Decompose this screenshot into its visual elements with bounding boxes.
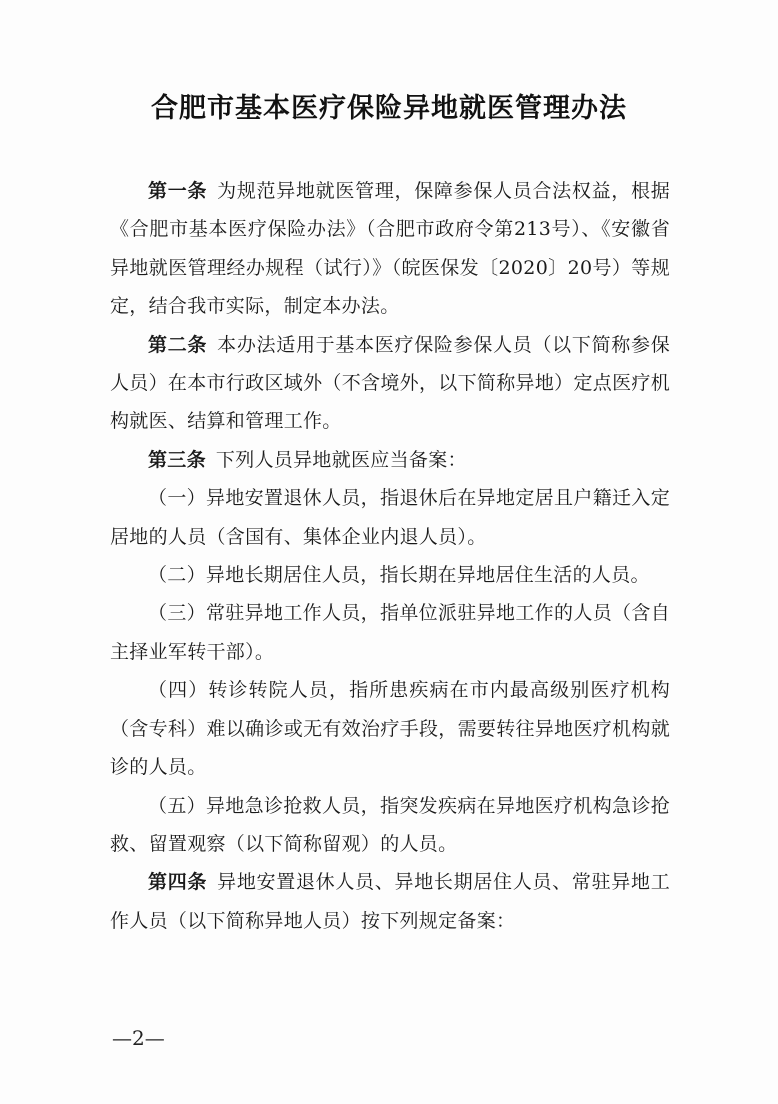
document-body [110,172,670,940]
article-text: 为规范异地就医管理，保障参保人员合法权益，根据《合肥市基本医疗保险办法》（合肥市政府令第213号）、《安徽省异地就医管理经办规程（试行）》（皖医保发〔2020〕20号）等规定，结合我市实际，制定本办法。 [110,180,670,318]
list-item-2 [110,556,670,594]
list-item-1 [110,479,670,556]
list-item-3 [110,594,670,671]
page-number: —2— [112,1026,165,1050]
article-heading: 第二条 [148,333,208,356]
article-heading: 第三条 [148,448,206,471]
list-item-text: （四）转诊转院人员，指所患疾病在市内最高级别医疗机构（含专科）难以确诊或无有效治疗手段，需要转往异地医疗机构就诊的人员。 [110,679,670,779]
list-item-text: （一）异地安置退休人员，指退休后在异地定居且户籍迁入定居地的人员（含国有、集体企业内退人员）。 [110,487,670,548]
article-text: 下列人员异地就医应当备案： [215,448,467,471]
article-text: 异地安置退休人员、异地长期居住人员、常驻异地工作人员（以下简称异地人员）按下列规定备案： [110,871,670,932]
list-item-text: （三）常驻异地工作人员，指单位派驻异地工作的人员（含自主择业军转干部）。 [110,602,670,663]
article-heading: 第四条 [148,871,208,894]
article-1 [110,172,670,326]
article-2 [110,326,670,441]
article-3 [110,441,670,479]
list-item-text: （五）异地急诊抢救人员，指突发疾病在异地医疗机构急诊抢救、留置观察（以下简称留观）的人员。 [110,794,670,855]
list-item-4 [110,671,670,786]
article-text: 本办法适用于基本医疗保险参保人员（以下简称参保人员）在本市行政区域外（不含境外，以下简称异地）定点医疗机构就医、结算和管理工作。 [110,333,670,433]
article-4 [110,863,670,940]
article-heading: 第一条 [148,180,208,202]
list-item-5 [110,787,670,864]
document-title: 合肥市基本医疗保险异地就医管理办法 [151,93,627,124]
list-item-text: （二）异地长期居住人员，指长期在异地居住生活的人员。 [148,564,650,587]
